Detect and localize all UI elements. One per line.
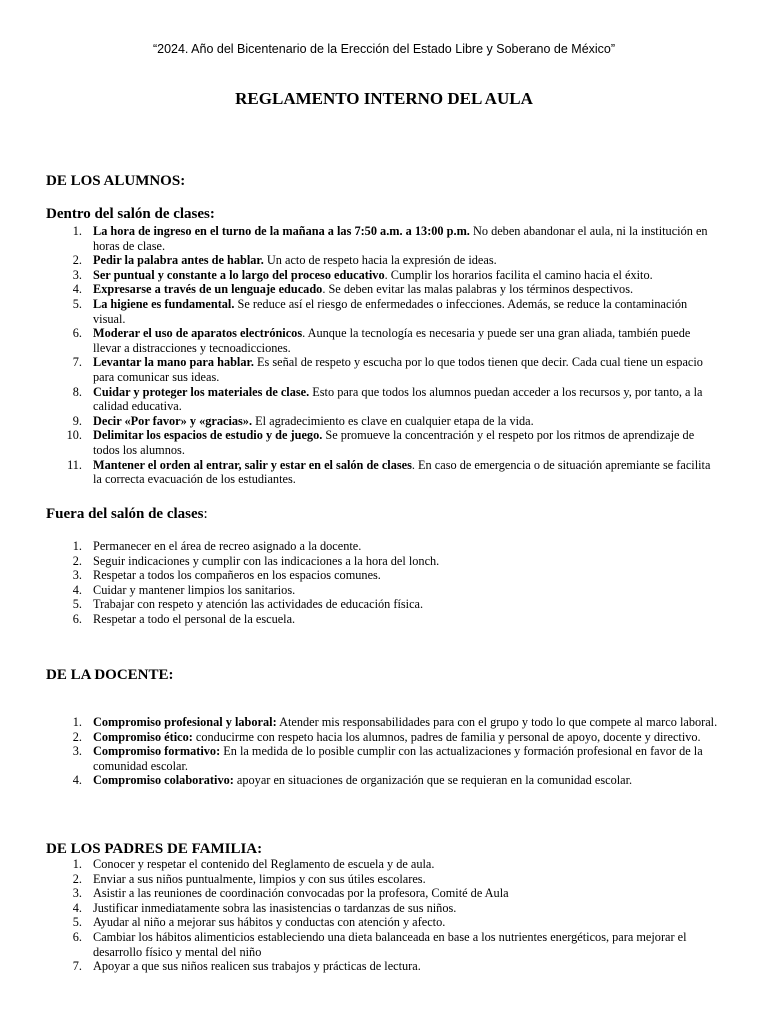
list-item-number: 8.	[72, 384, 82, 399]
list-item-text: apoyar en situaciones de organización que se requieran en la comunidad escolar.	[233, 773, 633, 788]
list-item-number: 10.	[66, 428, 82, 443]
list-item	[46, 326, 718, 355]
subsection-heading-fuera-colon: :	[203, 506, 208, 522]
list-item	[46, 930, 718, 959]
list-item-bold-text: Ser puntual y constante a lo largo del proceso educativo	[93, 267, 385, 282]
list-item	[46, 268, 718, 283]
list-item	[46, 583, 718, 598]
list-item-text: Trabajar con respeto y atención las actividades de educación física.	[93, 597, 424, 612]
list-item-bold-text: Cuidar y proteger los materiales de clase.	[93, 384, 310, 399]
list-item-text: Un acto de respeto hacia la expresión de ideas.	[263, 253, 497, 268]
list-item-text: . Cumplir los horarios facilita el camino hacia el éxito.	[384, 267, 653, 282]
list-item-number: 6.	[72, 929, 82, 944]
list-item-text: Enviar a sus niños puntualmente, limpios y con sus útiles escolares.	[93, 871, 426, 886]
list-item-text: Permanecer en el área de recreo asignado a la docente.	[93, 539, 362, 553]
list-item-text: Respetar a todos los compañeros en los espacios comunes.	[93, 568, 381, 583]
list-item-text: El agradecimiento es clave en cualquier etapa de la vida.	[252, 413, 534, 428]
list-item-text: Respetar a todo el personal de la escuela.	[93, 611, 296, 626]
list-item-bold-text: Moderar el uso de aparatos electrónicos	[93, 326, 303, 341]
list-item-number: 5.	[72, 915, 82, 930]
document-title: REGLAMENTO INTERNO DEL AULA	[235, 89, 533, 108]
list-item-number: 3.	[72, 886, 82, 901]
list-fuera	[46, 539, 718, 627]
list-item-number: 6.	[72, 326, 82, 341]
list-item-bold-text: Mantener el orden al entrar, salir y estar en el salón de clases	[93, 457, 412, 472]
list-item-number: 4.	[72, 773, 82, 788]
list-item	[46, 355, 718, 384]
list-item-bold-text: La higiene es fundamental.	[93, 296, 235, 311]
list-item	[46, 554, 718, 569]
list-item	[46, 414, 718, 429]
list-item-number: 1.	[72, 539, 82, 553]
list-item	[46, 539, 718, 554]
list-item	[46, 744, 718, 773]
list-item-bold-text: Compromiso colaborativo:	[93, 773, 234, 788]
list-item-text: No deben abandonar el aula, ni la institución en horas de clase.	[93, 224, 708, 253]
list-item	[46, 857, 718, 872]
list-item-number: 6.	[72, 611, 82, 626]
list-item-number: 11.	[67, 457, 82, 472]
document-motto: “2024. Año del Bicentenario de la Erección del Estado Libre y Soberano de México”	[152, 42, 616, 56]
list-item	[46, 297, 718, 326]
list-item-bold-text: Expresarse a través de un lenguaje educado	[93, 282, 323, 297]
list-item-number: 2.	[72, 253, 82, 268]
list-item-text: Es señal de respeto y escucha por lo que todos tienen que decir. Cada cual tiene un espacio para comunicar sus ideas.	[93, 355, 703, 384]
list-item	[46, 458, 718, 487]
list-item	[46, 886, 718, 901]
list-item-number: 5.	[72, 597, 82, 612]
list-item-text: Justificar inmediatamente sobra las inasistencias o tardanzas de sus niños.	[93, 900, 457, 915]
list-item-bold-text: Levantar la mano para hablar.	[93, 355, 254, 370]
list-item	[46, 901, 718, 916]
list-item-number: 1.	[72, 224, 82, 238]
list-padres	[46, 857, 718, 974]
list-item-bold-text: Compromiso ético:	[93, 729, 193, 744]
list-item-text: Atender mis responsabilidades para con el grupo y todo lo que compete al marco laboral.	[276, 715, 718, 729]
list-item-bold-text: La hora de ingreso en el turno de la mañana a las 7:50 a.m. a 13:00 p.m.	[93, 224, 470, 238]
list-item-number: 4.	[72, 900, 82, 915]
list-item-text: Cambiar los hábitos alimenticios estableciendo una dieta balanceada en base a los nutrientes energéticos, para mejorar el desarrollo físico y mental del niño	[93, 929, 687, 959]
list-item	[46, 282, 718, 297]
list-item-number: 7.	[72, 959, 82, 974]
list-item	[46, 428, 718, 457]
list-item	[46, 224, 718, 253]
list-item-text: Asistir a las reuniones de coordinación convocadas por la profesora, Comité de Aula	[93, 886, 509, 901]
list-item-text: Seguir indicaciones y cumplir con las indicaciones a la hora del lonch.	[93, 553, 440, 568]
list-item-number: 7.	[72, 355, 82, 370]
list-item	[46, 872, 718, 887]
list-item-number: 2.	[72, 729, 82, 744]
list-item-text: Conocer y respetar el contenido del Reglamento de escuela y de aula.	[93, 857, 435, 871]
section-heading-alumnos: DE LOS ALUMNOS:	[46, 173, 186, 189]
list-item-bold-text: Compromiso formativo:	[93, 744, 221, 759]
list-item-bold-text: Delimitar los espacios de estudio y de juego.	[93, 428, 323, 443]
list-item-bold-text: Compromiso profesional y laboral:	[93, 715, 277, 729]
list-item-number: 1.	[72, 715, 82, 729]
list-item-text: . Se deben evitar las malas palabras y los términos despectivos.	[322, 282, 634, 297]
list-item	[46, 253, 718, 268]
list-item-text: En la medida de lo posible cumplir con las actualizaciones y formación profesional en favor de la comunidad escolar.	[93, 744, 703, 773]
list-item-text: conducirme con respeto hacia los alumnos, padres de familia y personal de apoyo, docente y directivo.	[192, 729, 701, 744]
subsection-heading-fuera	[46, 506, 208, 523]
list-item-number: 3.	[72, 568, 82, 583]
section-heading-docente: DE LA DOCENTE:	[46, 667, 174, 683]
subsection-heading-dentro: Dentro del salón de clases:	[46, 206, 215, 222]
list-item	[46, 612, 718, 627]
list-item-number: 3.	[72, 744, 82, 759]
list-item	[46, 715, 718, 730]
list-item-number: 1.	[72, 857, 82, 871]
list-item-number: 5.	[72, 296, 82, 311]
list-item-text: Apoyar a que sus niños realicen sus trabajos y prácticas de lectura.	[93, 959, 421, 974]
list-item-number: 4.	[72, 282, 82, 297]
list-item-text: Cuidar y mantener limpios los sanitarios.	[93, 582, 296, 597]
list-item-text: . En caso de emergencia o de situación apremiante se facilita la correcta evacuación de los estudiantes.	[93, 457, 711, 487]
list-item	[46, 773, 718, 788]
list-docente	[46, 715, 718, 788]
list-item	[46, 568, 718, 583]
list-item-number: 4.	[72, 582, 82, 597]
list-dentro	[46, 224, 718, 487]
list-item	[46, 597, 718, 612]
list-item	[46, 959, 718, 974]
section-heading-padres: DE LOS PADRES DE FAMILIA:	[46, 841, 263, 857]
list-item-text: Esto para que todos los alumnos puedan acceder a los recursos y, por tanto, a la calidad educativa.	[93, 384, 703, 414]
list-item-bold-text: Decir «Por favor» y «gracias».	[93, 413, 253, 428]
list-item-number: 2.	[72, 553, 82, 568]
list-item-number: 2.	[72, 871, 82, 886]
list-item-bold-text: Pedir la palabra antes de hablar.	[93, 253, 264, 268]
list-item	[46, 915, 718, 930]
list-item-text: . Aunque la tecnología es necesaria y puede ser una gran aliada, también puede llevar a distracciones y tecnoadicciones.	[93, 326, 691, 355]
list-item-text: Se reduce así el riesgo de enfermedades o infecciones. Además, se reduce la contaminación visual.	[93, 296, 688, 326]
list-item-number: 9.	[72, 413, 82, 428]
list-item-number: 3.	[72, 267, 82, 282]
list-item-text: Se promueve la concentración y el respeto por los ritmos de aprendizaje de todos los alumnos.	[93, 428, 695, 457]
list-item	[46, 385, 718, 414]
list-item-text: Ayudar al niño a mejorar sus hábitos y conductas con atención y afecto.	[93, 915, 446, 930]
subsection-heading-fuera-text: Fuera del salón de clases	[46, 506, 204, 522]
list-item	[46, 730, 718, 745]
